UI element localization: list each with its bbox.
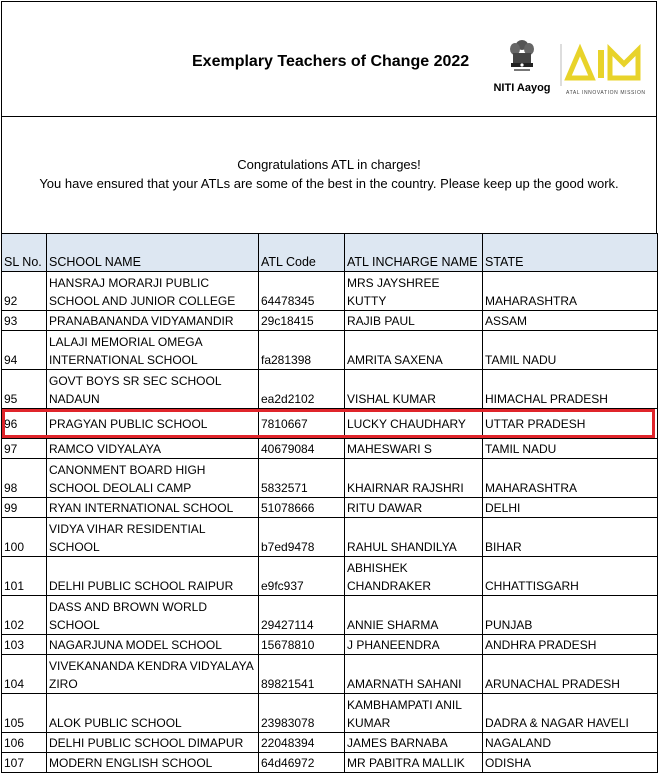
column-header-state: STATE: [483, 234, 658, 272]
national-emblem-icon: [507, 38, 537, 78]
cell-incharge: AMRITA SAXENA: [345, 331, 483, 370]
table-row: [2, 518, 658, 557]
atl-table: [1, 233, 658, 773]
cell-sl: 96: [2, 409, 47, 439]
cell-incharge: VISHAL KUMAR: [345, 370, 483, 409]
cell-incharge: MAHESWARI S: [345, 439, 483, 459]
cell-incharge: LUCKY CHAUDHARY: [345, 409, 483, 439]
cell-incharge: ABHISHEK CHANDRAKER: [345, 557, 483, 596]
cell-sl: 106: [2, 733, 47, 753]
aim-logo: [560, 42, 656, 98]
aim-mark-icon: [560, 42, 656, 88]
cell-code: 40679084: [259, 439, 345, 459]
cell-school: LALAJI MEMORIAL OMEGA INTERNATIONAL SCHOOL: [47, 331, 259, 370]
cell-code: 64478345: [259, 272, 345, 311]
table-row-highlighted: [2, 409, 658, 439]
cell-code: 64d46972: [259, 753, 345, 773]
table-row: [2, 459, 658, 498]
table-row: [2, 370, 658, 409]
table-row: [2, 694, 658, 733]
cell-sl: 97: [2, 439, 47, 459]
cell-state: TAMIL NADU: [483, 439, 658, 459]
header-block: [1, 1, 657, 117]
table-row: [2, 557, 658, 596]
encouragement-line: You have ensured that your ATLs are some of the best in the country. Please keep up the good work.: [39, 176, 619, 191]
cell-incharge: MR PABITRA MALLIK: [345, 753, 483, 773]
cell-incharge: ANNIE SHARMA: [345, 596, 483, 635]
cell-incharge: RITU DAWAR: [345, 498, 483, 518]
cell-state: MAHARASHTRA: [483, 272, 658, 311]
cell-state: ODISHA: [483, 753, 658, 773]
table-row: [2, 272, 658, 311]
table-row: [2, 635, 658, 655]
cell-incharge: JAMES BARNABA: [345, 733, 483, 753]
cell-sl: 107: [2, 753, 47, 773]
cell-state: HIMACHAL PRADESH: [483, 370, 658, 409]
cell-code: ea2d2102: [259, 370, 345, 409]
cell-state: ARUNACHAL PRADESH: [483, 655, 658, 694]
cell-school: RAMCO VIDYALAYA: [47, 439, 259, 459]
cell-school: VIDYA VIHAR RESIDENTIAL SCHOOL: [47, 518, 259, 557]
cell-school: PRAGYAN PUBLIC SCHOOL: [47, 409, 259, 439]
table-header-row: [2, 234, 658, 272]
column-header-sl: SL No.: [2, 234, 47, 272]
cell-code: 22048394: [259, 733, 345, 753]
cell-sl: 101: [2, 557, 47, 596]
cell-state: DADRA & NAGAR HAVELI: [483, 694, 658, 733]
cell-sl: 98: [2, 459, 47, 498]
table-row: [2, 596, 658, 635]
cell-incharge: J PHANEENDRA: [345, 635, 483, 655]
cell-state: NAGALAND: [483, 733, 658, 753]
cell-incharge: KAMBHAMPATI ANIL KUMAR: [345, 694, 483, 733]
cell-state: TAMIL NADU: [483, 331, 658, 370]
niti-aayog-label: NITI Aayog: [493, 82, 551, 94]
cell-state: PUNJAB: [483, 596, 658, 635]
cell-incharge: RAJIB PAUL: [345, 311, 483, 331]
cell-code: 29c18415: [259, 311, 345, 331]
cell-sl: 94: [2, 331, 47, 370]
cell-code: 7810667: [259, 409, 345, 439]
cell-sl: 102: [2, 596, 47, 635]
cell-code: fa281398: [259, 331, 345, 370]
cell-sl: 93: [2, 311, 47, 331]
cell-school: CANONMENT BOARD HIGH SCHOOL DEOLALI CAMP: [47, 459, 259, 498]
cell-code: b7ed9478: [259, 518, 345, 557]
column-header-school: SCHOOL NAME: [47, 234, 259, 272]
table-row: [2, 655, 658, 694]
aim-label: ATAL INNOVATION MISSION: [566, 90, 646, 96]
cell-school: DASS AND BROWN WORLD SCHOOL: [47, 596, 259, 635]
cell-state: MAHARASHTRA: [483, 459, 658, 498]
table-row: [2, 439, 658, 459]
cell-code: 23983078: [259, 694, 345, 733]
cell-school: VIVEKANANDA KENDRA VIDYALAYA ZIRO: [47, 655, 259, 694]
cell-state: BIHAR: [483, 518, 658, 557]
cell-sl: 104: [2, 655, 47, 694]
cell-state: DELHI: [483, 498, 658, 518]
column-header-code: ATL Code: [259, 234, 345, 272]
cell-school: NAGARJUNA MODEL SCHOOL: [47, 635, 259, 655]
cell-incharge: RAHUL SHANDILYA: [345, 518, 483, 557]
cell-school: ALOK PUBLIC SCHOOL: [47, 694, 259, 733]
table-row: [2, 311, 658, 331]
cell-state: ANDHRA PRADESH: [483, 635, 658, 655]
cell-school: HANSRAJ MORARJI PUBLIC SCHOOL AND JUNIOR COLLEGE: [47, 272, 259, 311]
cell-code: 89821541: [259, 655, 345, 694]
page-title: Exemplary Teachers of Change 2022: [192, 53, 470, 70]
cell-code: e9fc937: [259, 557, 345, 596]
cell-sl: 103: [2, 635, 47, 655]
cell-incharge: MRS JAYSHREE KUTTY: [345, 272, 483, 311]
cell-sl: 105: [2, 694, 47, 733]
cell-state: ASSAM: [483, 311, 658, 331]
congratulations-line: Congratulations ATL in charges!: [237, 157, 421, 172]
table-row: [2, 733, 658, 753]
cell-state: UTTAR PRADESH: [483, 409, 658, 439]
cell-sl: 95: [2, 370, 47, 409]
cell-code: 5832571: [259, 459, 345, 498]
cell-sl: 92: [2, 272, 47, 311]
cell-incharge: KHAIRNAR RAJSHRI: [345, 459, 483, 498]
table-row: [2, 331, 658, 370]
cell-code: 15678810: [259, 635, 345, 655]
cell-school: MODERN ENGLISH SCHOOL: [47, 753, 259, 773]
table-row: [2, 498, 658, 518]
cell-code: 29427114: [259, 596, 345, 635]
cell-incharge: AMARNATH SAHANI: [345, 655, 483, 694]
cell-code: 51078666: [259, 498, 345, 518]
cell-sl: 99: [2, 498, 47, 518]
cell-school: RYAN INTERNATIONAL SCHOOL: [47, 498, 259, 518]
cell-school: GOVT BOYS SR SEC SCHOOL NADAUN: [47, 370, 259, 409]
cell-sl: 100: [2, 518, 47, 557]
cell-state: CHHATTISGARH: [483, 557, 658, 596]
cell-school: DELHI PUBLIC SCHOOL RAIPUR: [47, 557, 259, 596]
column-header-incharge: ATL INCHARGE NAME: [345, 234, 483, 272]
cell-school: PRANABANANDA VIDYAMANDIR: [47, 311, 259, 331]
cell-school: DELHI PUBLIC SCHOOL DIMAPUR: [47, 733, 259, 753]
niti-aayog-logo: [492, 38, 552, 98]
message-block: [1, 116, 657, 233]
